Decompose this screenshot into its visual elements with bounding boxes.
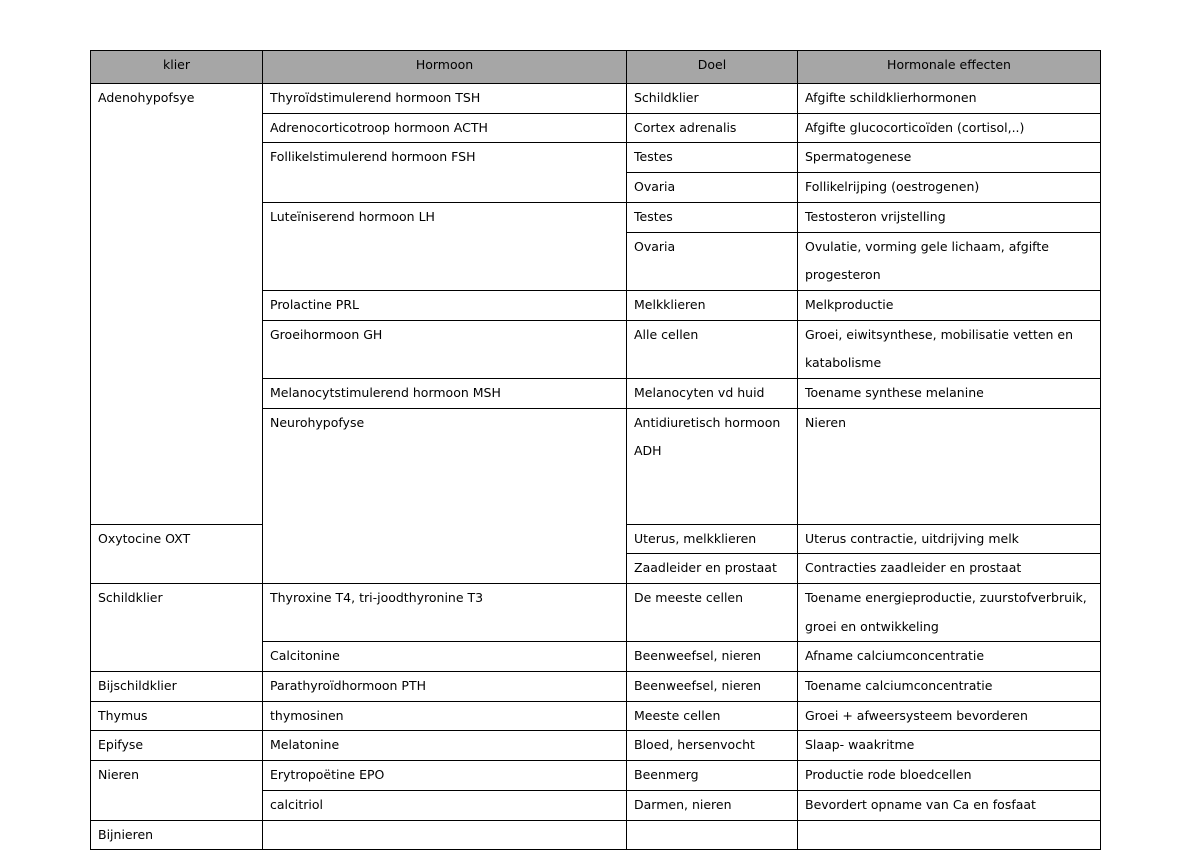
gland-cell: Nieren (91, 761, 263, 820)
hormone-table (90, 50, 1101, 850)
target-cell: Nieren (798, 408, 1101, 524)
effect-cell: Groei + afweersysteem bevorderen (798, 701, 1101, 731)
target-cell: Darmen, nieren (627, 790, 798, 820)
gland-cell: Epifyse (91, 731, 263, 761)
target-cell: Testes (627, 143, 798, 173)
effect-cell: Uterus contractie, uitdrijving melk (798, 524, 1101, 554)
table-row (91, 583, 1101, 641)
hormone-cell: Oxytocine OXT (91, 524, 263, 583)
table-row (91, 84, 1101, 114)
target-cell: Meeste cellen (627, 701, 798, 731)
hormone-cell: Calcitonine (263, 642, 627, 672)
header-row (91, 51, 1101, 84)
gland-cell: Adenohypofsye (91, 84, 263, 525)
target-cell: Testes (627, 202, 798, 232)
effect-cell: Slaap- waakritme (798, 731, 1101, 761)
target-cell: Alle cellen (627, 320, 798, 378)
effect-cell: Toename calciumconcentratie (798, 672, 1101, 702)
effect-cell: Afgifte schildklierhormonen (798, 84, 1101, 114)
effect-cell: Contracties zaadleider en prostaat (798, 554, 1101, 584)
table-row (91, 761, 1101, 791)
header-hormone: Hormoon (263, 51, 627, 84)
target-cell: Beenweefsel, nieren (627, 642, 798, 672)
hormone-cell: Groeihormoon GH (263, 320, 627, 378)
effect-cell: Bevordert opname van Ca en fosfaat (798, 790, 1101, 820)
hormone-cell: Melanocytstimulerend hormoon MSH (263, 379, 627, 409)
target-cell: Ovaria (627, 232, 798, 290)
table-row (91, 731, 1101, 761)
gland-cell: Neurohypofyse (263, 408, 627, 583)
header-gland: klier (91, 51, 263, 84)
effect-cell: Toename energieproductie, zuurstofverbruik, groei en ontwikkeling (798, 583, 1101, 641)
header-target: Doel (627, 51, 798, 84)
gland-cell: Bijschildklier (91, 672, 263, 702)
effect-cell: Afgifte glucocorticoïden (cortisol,..) (798, 113, 1101, 143)
effect-cell: Follikelrijping (oestrogenen) (798, 173, 1101, 203)
gland-cell: Bijnieren (91, 820, 263, 850)
effect-cell: Testosteron vrijstelling (798, 202, 1101, 232)
target-cell: Bloed, hersenvocht (627, 731, 798, 761)
hormone-cell: calcitriol (263, 790, 627, 820)
hormone-cell: Adrenocorticotroop hormoon ACTH (263, 113, 627, 143)
hormone-cell: Parathyroïdhormoon PTH (263, 672, 627, 702)
hormone-cell: Antidiuretisch hormoon ADH (627, 408, 798, 524)
hormone-cell: Melatonine (263, 731, 627, 761)
hormone-cell: thymosinen (263, 701, 627, 731)
effect-cell: Melkproductie (798, 290, 1101, 320)
target-cell: Ovaria (627, 173, 798, 203)
target-cell (627, 820, 798, 850)
target-cell: Melkklieren (627, 290, 798, 320)
effect-cell: Groei, eiwitsynthese, mobilisatie vetten en katabolisme (798, 320, 1101, 378)
hormone-cell: Follikelstimulerend hormoon FSH (263, 143, 627, 202)
target-cell: Uterus, melkklieren (627, 524, 798, 554)
gland-cell: Thymus (91, 701, 263, 731)
effect-cell: Ovulatie, vorming gele lichaam, afgifte progesteron (798, 232, 1101, 290)
hormone-cell (263, 820, 627, 850)
hormone-cell: Luteïniserend hormoon LH (263, 202, 627, 290)
hormone-cell: Erytropoëtine EPO (263, 761, 627, 791)
table-row (91, 672, 1101, 702)
effect-cell: Afname calciumconcentratie (798, 642, 1101, 672)
hormone-cell: Prolactine PRL (263, 290, 627, 320)
effect-cell (798, 820, 1101, 850)
target-cell: Melanocyten vd huid (627, 379, 798, 409)
target-cell: Cortex adrenalis (627, 113, 798, 143)
target-cell: De meeste cellen (627, 583, 798, 641)
hormone-cell: Thyroïdstimulerend hormoon TSH (263, 84, 627, 114)
target-cell: Beenmerg (627, 761, 798, 791)
effect-cell: Toename synthese melanine (798, 379, 1101, 409)
header-effects: Hormonale effecten (798, 51, 1101, 84)
hormone-cell: Thyroxine T4, tri-joodthyronine T3 (263, 583, 627, 641)
target-cell: Schildklier (627, 84, 798, 114)
table-row (91, 701, 1101, 731)
effect-cell: Productie rode bloedcellen (798, 761, 1101, 791)
effect-cell: Spermatogenese (798, 143, 1101, 173)
target-cell: Beenweefsel, nieren (627, 672, 798, 702)
table-row (91, 820, 1101, 850)
gland-cell: Schildklier (91, 583, 263, 671)
target-cell: Zaadleider en prostaat (627, 554, 798, 584)
